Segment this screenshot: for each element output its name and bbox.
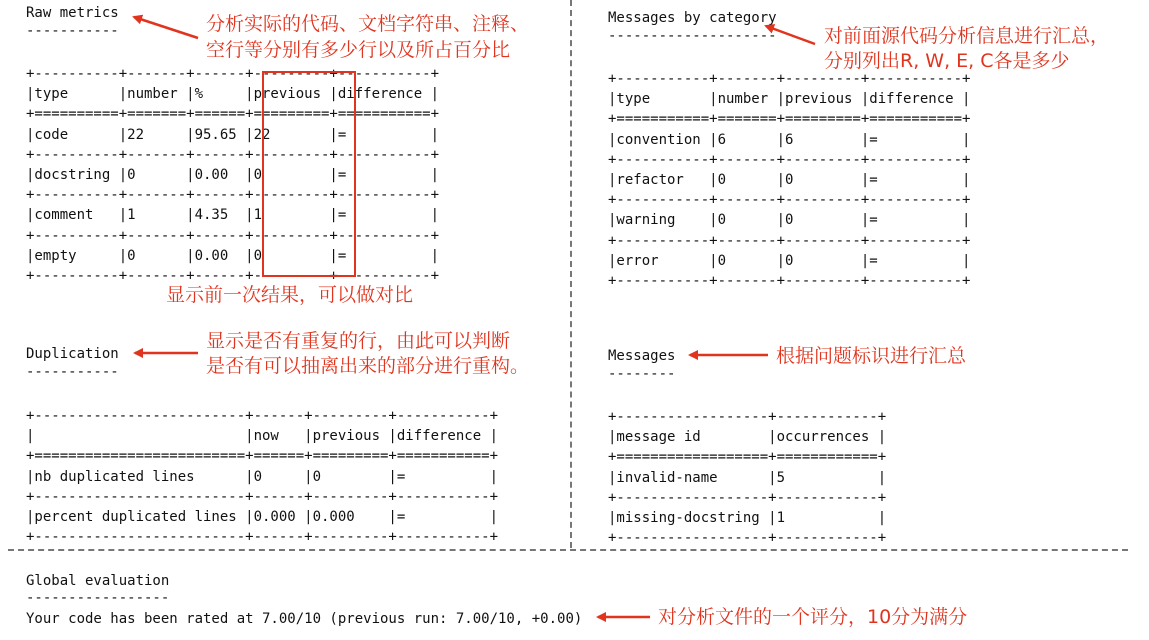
messages-by-category-table: +-----------+-------+---------+-----------+ |type |number |previous |difference | +===========+=======+=========+===========+ |convention |6 |6 |= | +-----------+-------+---------+-----------+ |refactor |0 |0 |= | +-----------+-------+---------+-----------+ |warning |0 |0 |= | +-----------+-------+---------+-----------+ |error |0 |0 |= | +-----------+-------+---------+-----------+	[608, 71, 971, 290]
rating-text: Your code has been rated at 7.00/10 (previous run: 7.00/10, +0.00)	[26, 611, 583, 627]
category-note-line2: 分别列出R, W, E, C各是多少	[824, 50, 1070, 72]
messages-underline: --------	[608, 366, 676, 382]
raw-metrics-arrow	[134, 17, 198, 38]
messages-by-category-underline: --------------------	[608, 28, 777, 44]
messages-by-category-title: Messages by category	[608, 10, 777, 26]
previous-note: 显示前一次结果，可以做对比	[166, 284, 414, 306]
duplication-note-line1: 显示是否有重复的行，由此可以判断	[206, 330, 511, 352]
category-arrow	[766, 26, 815, 44]
duplication-underline: -----------	[26, 364, 119, 380]
raw-metrics-title: Raw metrics	[26, 5, 119, 21]
messages-table: +------------------+------------+ |message id |occurrences | +==================+============+ |invalid-name |5 | +------------------+------------+ |missing-docstring |1 | +------------------+------------+	[608, 409, 887, 547]
messages-note: 根据问题标识进行汇总	[776, 345, 967, 367]
raw-metrics-underline: -----------	[26, 23, 119, 39]
global-note: 对分析文件的一个评分，10分为满分	[658, 606, 968, 628]
global-evaluation-underline: -----------------	[26, 590, 170, 606]
global-evaluation-title: Global evaluation	[26, 573, 170, 589]
raw-metrics-note-line2: 空行等分别有多少行以及所占百分比	[206, 39, 511, 61]
category-note-line1: 对前面源代码分析信息进行汇总，	[824, 25, 1110, 47]
messages-title: Messages	[608, 348, 676, 364]
raw-metrics-table: +----------+-------+------+---------+-----------+ |type |number |% |previous |difference | +==========+=======+======+=========+===========+ |code |22 |95.65 |22 |= | +----------+-------+------+---------+-----------+ |docstring |0 |0.00 |0 |= | +----------+-------+------+---------+-----------+ |comment |1 |4.35 |1 |= | +----------+-------+------+---------+-----------+ |empty |0 |0.00 |0 |= | +----------+-------+------+---------+-----------+	[26, 66, 440, 285]
duplication-table: +-------------------------+------+---------+-----------+ | |now |previous |difference | +=========================+======+=========+===========+ |nb duplicated lines |0 |0 |= | +-------------------------+------+---------+-----------+ |percent duplicated lines |0.000 |0.000 |= | +-------------------------+------+---------+-----------+	[26, 408, 499, 546]
duplication-title: Duplication	[26, 346, 119, 362]
duplication-note-line2: 是否有可以抽离出来的部分进行重构。	[206, 355, 530, 377]
raw-metrics-note-line1: 分析实际的代码、文档字符串、注释、	[206, 13, 530, 35]
